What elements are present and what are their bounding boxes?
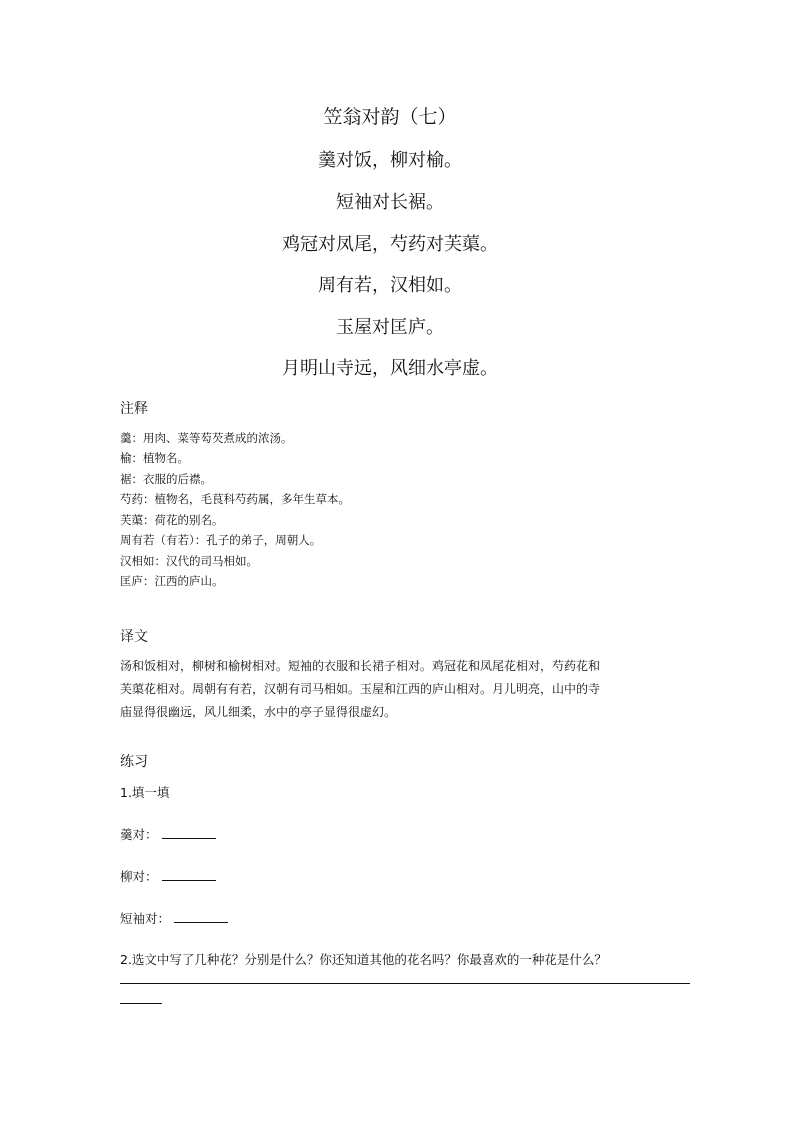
fill-item-1-label: 羹对： [120,827,158,842]
fill-blank-1[interactable] [162,826,216,839]
translation-line-1: 汤和饭相对，柳树和榆树相对。短袖的衣服和长裙子相对。鸡冠花和凤尾花相对，芍药花和 [120,659,601,673]
fill-item-2-label: 柳对： [120,869,158,884]
answer-line-2[interactable] [120,1003,162,1004]
fill-item-3-label: 短袖对： [120,911,171,926]
fill-blank-2[interactable] [162,868,216,881]
question-1-title: 1.填一填 [120,785,170,800]
note-4: 芍药：植物名，毛茛科芍药属，多年生草本。 [120,492,350,506]
page-title: 笠翁对韵（七） [323,106,457,128]
note-3: 裾：衣服的后襟。 [120,472,212,486]
answer-line-1[interactable] [120,983,690,984]
notes-heading: 注释 [120,401,148,417]
exercise-heading: 练习 [120,754,148,770]
fill-item-3 [120,909,228,927]
fill-blank-3[interactable] [174,910,228,923]
note-5: 芙蕖：荷花的别名。 [120,513,224,527]
poem-line-4: 周有若，汉相如。 [318,275,462,296]
fill-item-1 [120,825,216,843]
fill-item-2 [120,867,216,885]
note-8: 匡庐：江西的庐山。 [120,574,224,588]
translation-heading: 译文 [120,629,148,645]
poem-line-3: 鸡冠对凤尾，芍药对芙蕖。 [282,234,498,255]
poem-line-5: 玉屋对匡庐。 [336,317,444,338]
poem-line-2: 短袖对长裾。 [336,192,444,213]
poem-line-1: 羹对饭，柳对榆。 [318,150,462,171]
poem-line-6: 月明山寺远，风细水亭虚。 [282,358,498,379]
question-2: 2.选文中写了几种花？分别是什么？你还知道其他的花名吗？你最喜欢的一种花是什么？ [120,952,607,967]
translation-line-3: 庙显得很幽远，风儿细柔，水中的亭子显得很虚幻。 [120,705,397,719]
note-7: 汉相如：汉代的司马相如。 [120,554,258,568]
note-2: 榆：植物名。 [120,451,189,465]
note-6: 周有若（有若）：孔子的弟子，周朝人。 [120,533,322,547]
translation-line-2: 芙蕖花相对。周朝有有若，汉朝有司马相如。玉屋和江西的庐山相对。月儿明亮，山中的寺 [120,682,601,696]
note-1: 羹：用肉、菜等芶芡煮成的浓汤。 [120,431,293,445]
